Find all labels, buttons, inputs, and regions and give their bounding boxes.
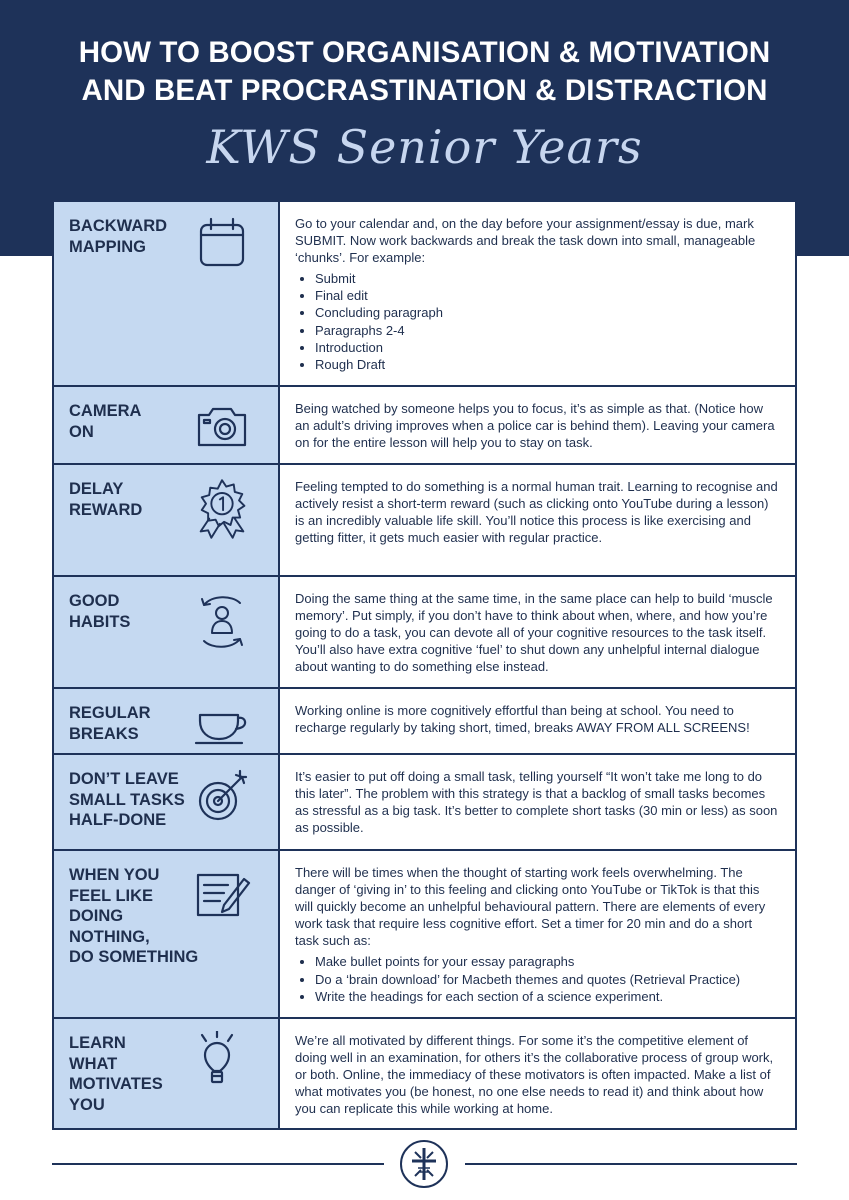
tip-heading-line: DELAY: [69, 480, 124, 498]
tip-text: Doing the same thing at the same time, in the same place can help to build ‘muscle memory’. Put simply, if you don’t have to think about when, where, and how you’re going to do a task, you can devote all of your cognitive resources to the task itself. You’ll also have extra cognitive ‘fuel’ to shut down any unhelpful internal dialogue about wanting to do something else instead.: [295, 591, 773, 675]
tip-heading-line: HALF-DONE: [69, 811, 167, 829]
tip-body-cell: [280, 202, 795, 385]
tip-heading-cell: [54, 465, 280, 575]
page-title-line-1: HOW TO BOOST ORGANISATION & MOTIVATION: [78, 36, 771, 69]
list-item: • Final edit: [315, 287, 779, 304]
script-subtitle: KWS Senior Years: [206, 120, 643, 174]
lightbulb-icon: [192, 1031, 252, 1091]
tip-row-delay-reward: [54, 465, 795, 577]
tip-text: Working online is more cognitively effortful than being at school. You need to recharge regularly by taking short, timed, breaks AWAY FROM ALL SCREENS!: [295, 703, 750, 736]
tip-heading-line: NOTHING,: [69, 927, 150, 946]
tip-body-cell: [280, 1019, 795, 1128]
tip-heading-line: REGULAR: [69, 704, 151, 722]
tip-bullet-list: [315, 953, 779, 1004]
tip-heading-line: LEARN: [69, 1034, 126, 1052]
tip-heading-cell: [54, 851, 280, 1017]
award-ribbon-icon: [190, 477, 254, 541]
list-item: • Rough Draft: [315, 356, 779, 373]
footer-divider-left: [52, 1163, 384, 1165]
tip-heading-line: ON: [69, 422, 94, 441]
tip-body-cell: [280, 689, 795, 753]
tip-row-camera-on: [54, 387, 795, 465]
camera-icon: [192, 396, 252, 456]
tip-row-good-habits: [54, 577, 795, 689]
tip-body-cell: [280, 465, 795, 575]
tip-body-cell: [280, 387, 795, 463]
tip-row-small-tasks: [54, 755, 795, 851]
tip-bullet-list: [315, 270, 779, 373]
tip-heading-line: SMALL TASKS: [69, 790, 185, 809]
tip-heading-cell: [54, 387, 280, 463]
tip-row-do-something: [54, 851, 795, 1019]
list-item: • Write the headings for each section of a science experiment.: [315, 988, 779, 1005]
tip-heading-line: FEEL LIKE: [69, 886, 154, 905]
tip-heading-line: DO SOMETHING: [69, 948, 199, 966]
page-title: [0, 34, 849, 110]
tip-heading-line: REWARD: [69, 500, 143, 519]
notepad-pen-icon: [192, 865, 252, 925]
tip-body-cell: [280, 755, 795, 849]
school-crest-icon: [399, 1139, 449, 1189]
teacup-icon: [192, 693, 252, 749]
list-item: • Make bullet points for your essay paragraphs: [315, 953, 779, 970]
list-item: • Submit: [315, 270, 779, 287]
tip-heading-line: DOING: [69, 907, 124, 925]
tip-heading: [69, 401, 204, 442]
tip-heading-line: MAPPING: [69, 237, 147, 256]
calendar-icon: [192, 214, 252, 274]
list-item: • Paragraphs 2-4: [315, 322, 779, 339]
tip-row-backward-mapping: [54, 202, 795, 387]
target-arrow-icon: [192, 767, 252, 827]
tip-heading-cell: [54, 755, 280, 849]
tip-row-regular-breaks: [54, 689, 795, 755]
tip-body-cell: [280, 577, 795, 687]
list-item: • Do a ‘brain download’ for Macbeth themes and quotes (Retrieval Practice): [315, 971, 779, 988]
tip-heading: [69, 479, 204, 520]
tip-heading-line: DON’T LEAVE: [69, 770, 179, 788]
tip-heading: [69, 703, 204, 744]
tip-heading-line: HABITS: [69, 612, 131, 631]
tip-heading-line: BACKWARD: [69, 217, 168, 235]
tip-text: We’re all motivated by different things. For some it’s the competitive element of doing well in an examination, for others it’s the collaborative process of group work, or both. Online, the immediacy of these motivators is often impacted. Make a list of what motivates you (be honest, no one else needs to read it) and think about how you can replicate this while working at home.: [295, 1033, 774, 1117]
tip-heading-line: MOTIVATES: [69, 1075, 163, 1093]
tip-heading-cell: [54, 1019, 280, 1128]
tip-heading: [69, 769, 204, 831]
tip-text: There will be times when the thought of starting work feels overwhelming. The danger of ‘giving in’ to this feeling and clicking onto YouTube or TikTok is that this will quickly become an unhelpful behavioural pattern. There are elements of every work task that require less cognitive effort. Set a timer for 20 min and do a short task such as:: [295, 865, 766, 949]
person-cycle-icon: [192, 591, 252, 651]
tip-heading-cell: [54, 577, 280, 687]
tip-heading: [69, 1033, 204, 1115]
tip-heading: [69, 591, 204, 632]
tip-text: Go to your calendar and, on the day before your assignment/essay is due, mark SUBMIT. Now work backwards and break the task down into small, manageable ‘chunks’. For example:: [295, 216, 756, 266]
tip-heading-line: BREAKS: [69, 724, 139, 743]
list-item: • Concluding paragraph: [315, 304, 779, 321]
tip-text: Feeling tempted to do something is a normal human trait. Learning to recognise and actively resist a short-term reward (such as clicking onto YouTube during a lesson) is an incredibly valuable life skill. You’ll notice this process is like exercising and getting fitter, it gets much easier with regular practice.: [295, 479, 778, 546]
tip-text: Being watched by someone helps you to focus, it’s as simple as that. (Notice how an adult’s driving improves when a police car is behind them). Leaving your camera on for the entire lesson will help you to stay on task.: [295, 401, 775, 451]
tip-heading-line: GOOD: [69, 592, 120, 610]
tip-heading-line: CAMERA: [69, 402, 142, 420]
tips-table: [52, 200, 797, 1130]
tip-body-cell: [280, 851, 795, 1017]
tip-heading-cell: [54, 689, 280, 753]
tip-heading-line: YOU: [69, 1095, 105, 1114]
tip-heading: [69, 216, 204, 257]
tip-row-motivation: [54, 1019, 795, 1128]
list-item: • Introduction: [315, 339, 779, 356]
tip-heading-line: WHAT: [69, 1054, 118, 1073]
tip-text: It’s easier to put off doing a small task, telling yourself “It won’t take me long to do this later”. The problem with this strategy is that a backlog of small tasks becomes as stressful as a big task. It’s better to complete short tasks (30 min or less) as soon as possible.: [295, 769, 778, 836]
tip-heading-cell: [54, 202, 280, 385]
tip-heading-line: WHEN YOU: [69, 866, 160, 884]
page-title-line-2: AND BEAT PROCRASTINATION & DISTRACTION: [81, 74, 768, 107]
footer-divider-right: [465, 1163, 797, 1165]
